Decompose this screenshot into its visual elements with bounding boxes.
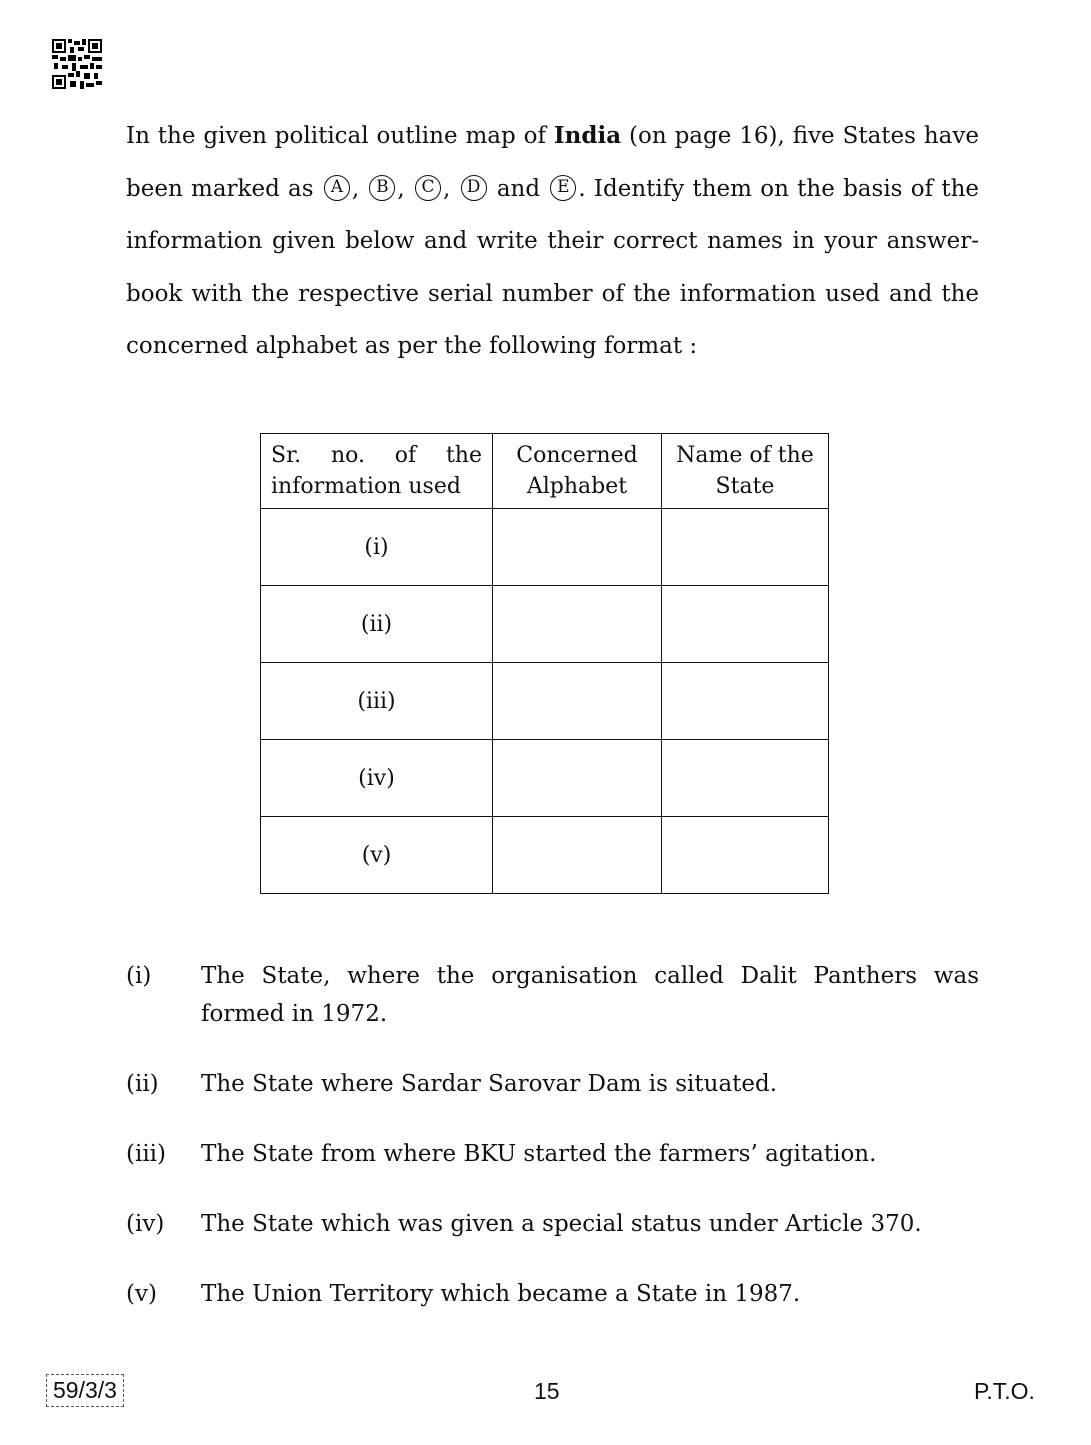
sep: , (443, 175, 451, 202)
item-number: (v) (126, 1281, 157, 1307)
question-list (126, 957, 979, 1313)
item-text: The State which was given a special status under Article 370. (201, 1211, 922, 1237)
row-alphabet-cell (493, 663, 662, 740)
sep: , (351, 175, 360, 202)
paper-code: 59/3/3 (46, 1374, 124, 1407)
sep-and: and (488, 175, 549, 202)
header-alphabet: Concerned Alphabet (493, 434, 662, 509)
row-alphabet-cell (493, 586, 662, 663)
row-alphabet-cell (493, 817, 662, 894)
row-serial: (iii) (261, 663, 493, 740)
marker-e: E (550, 175, 576, 201)
table-row (261, 586, 829, 663)
table-header-row (261, 434, 829, 509)
list-item (126, 957, 979, 1033)
marker-b: B (369, 175, 395, 201)
marker-c: C (415, 175, 441, 201)
table-row (261, 817, 829, 894)
header-serial: Sr. no. of the information used (261, 434, 493, 509)
header-state: Name of the State (662, 434, 829, 509)
table-row (261, 663, 829, 740)
item-number: (ii) (126, 1071, 159, 1097)
row-state-cell (662, 817, 829, 894)
qr-code-icon (52, 39, 102, 89)
intro-text-2: (on page 16), five States have been marked as (126, 123, 979, 202)
row-serial: (i) (261, 509, 493, 586)
item-number: (iii) (126, 1141, 167, 1167)
intro-text-1: In the given political outline map of (126, 123, 554, 149)
page-number: 15 (534, 1378, 560, 1404)
row-alphabet-cell (493, 509, 662, 586)
pto-label: P.T.O. (974, 1378, 1035, 1404)
intro-bold-india: India (553, 122, 622, 149)
list-item (126, 1205, 979, 1243)
marker-a: A (324, 175, 350, 201)
item-text: The Union Territory which became a State in 1987. (201, 1281, 801, 1307)
sep: , (397, 175, 405, 202)
table-row (261, 509, 829, 586)
list-item (126, 1065, 979, 1103)
row-serial: (v) (261, 817, 493, 894)
row-state-cell (662, 663, 829, 740)
row-state-cell (662, 586, 829, 663)
list-item (126, 1135, 979, 1173)
row-alphabet-cell (493, 740, 662, 817)
table-row (261, 740, 829, 817)
row-serial: (ii) (261, 586, 493, 663)
item-text: The State where Sardar Sarovar Dam is situated. (201, 1071, 778, 1097)
answer-format-table (260, 433, 829, 894)
item-number: (i) (126, 963, 152, 989)
item-text: The State from where BKU started the farmers’ agitation. (201, 1141, 877, 1167)
list-item (126, 1275, 979, 1313)
intro-text-3: . Identify them on the basis of the information given below and write their correct names in your answer-book with the respective serial number of the information used and the concerned alphabet as per the following format : (126, 175, 980, 359)
row-state-cell (662, 509, 829, 586)
row-state-cell (662, 740, 829, 817)
item-number: (iv) (126, 1211, 165, 1237)
marker-d: D (461, 175, 487, 201)
instruction-paragraph (126, 110, 979, 373)
item-text: The State, where the organisation called Dalit Panthers was formed in 1972. (201, 963, 979, 1027)
row-serial: (iv) (261, 740, 493, 817)
